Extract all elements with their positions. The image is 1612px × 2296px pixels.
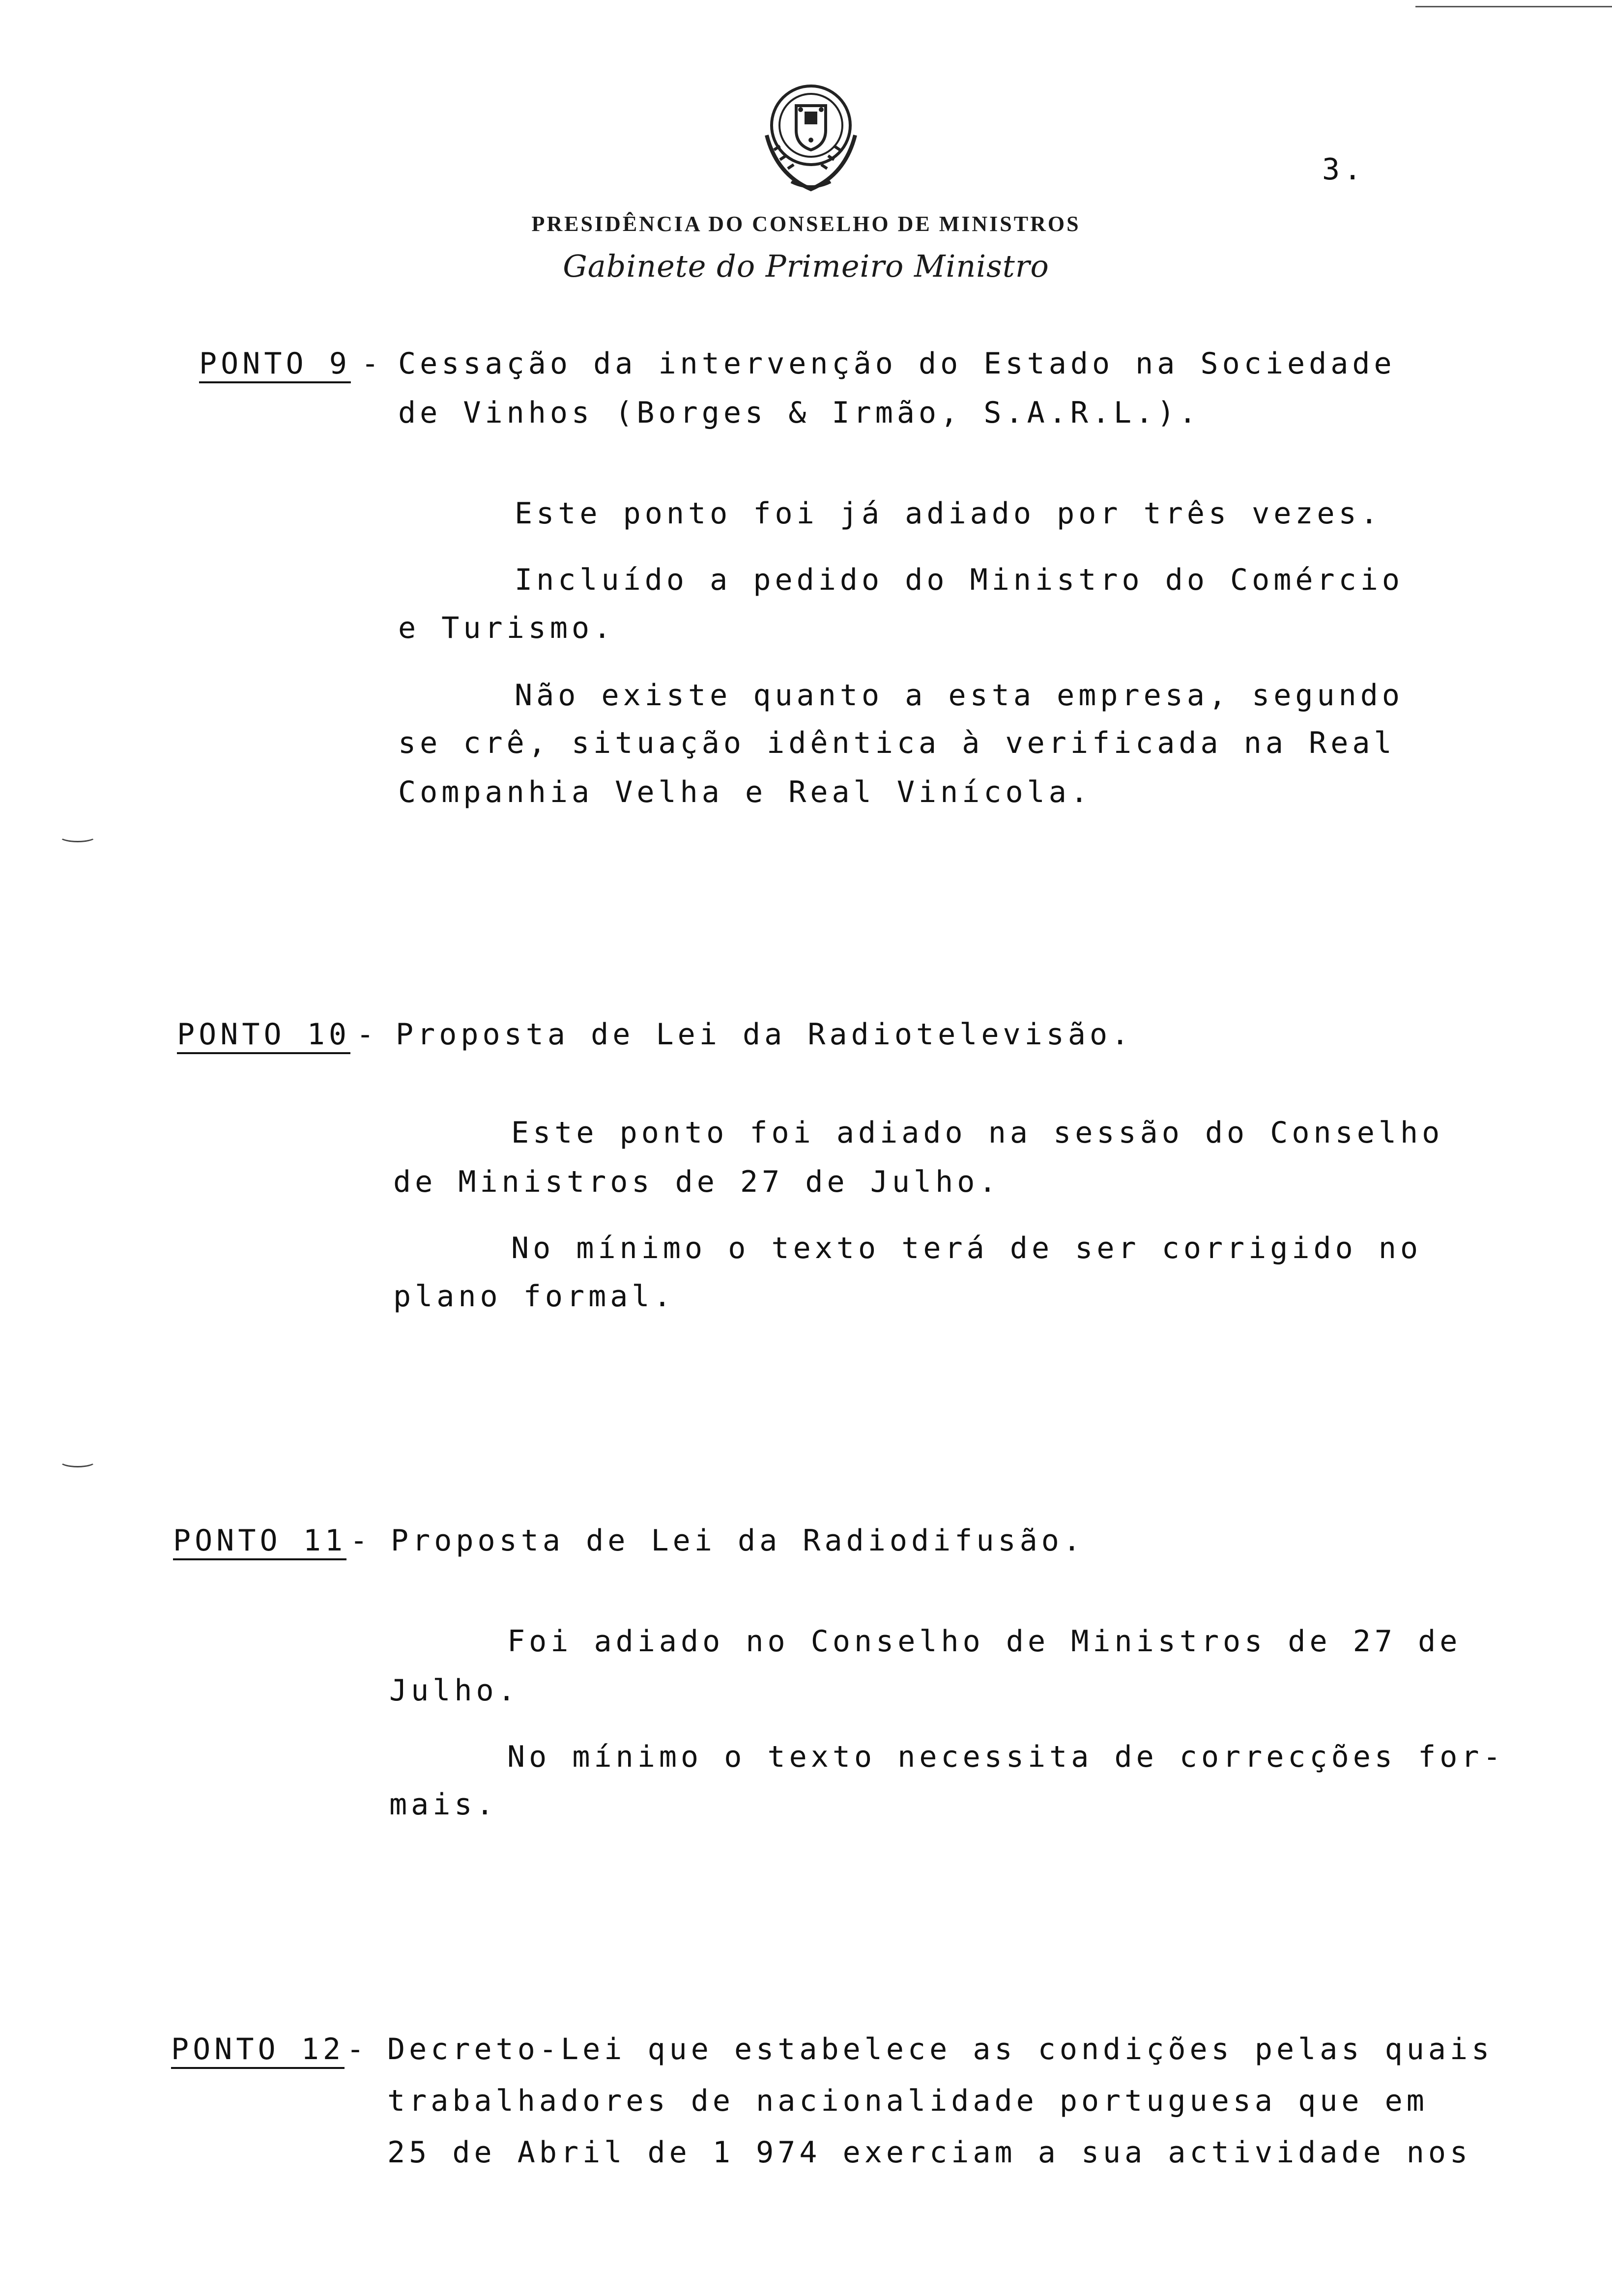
margin-mark	[59, 831, 96, 842]
item-title-line: Proposta de Lei da Radiotelevisão.	[396, 1017, 1133, 1052]
item-label-ponto-12: PONTO 12	[171, 2032, 345, 2066]
top-edge-line	[1415, 6, 1612, 7]
paragraph-line: e Turismo.	[398, 611, 615, 645]
item-separator: -	[356, 1017, 378, 1052]
item-title-line: de Vinhos (Borges & Irmão, S.A.R.L.).	[398, 396, 1201, 430]
paragraph-line: Incluído a pedido do Ministro do Comércio	[515, 563, 1404, 597]
item-title-line: 25 de Abril de 1 974 exerciam a sua actividade nos	[387, 2135, 1472, 2170]
paragraph-line: Este ponto foi adiado na sessão do Conselho	[511, 1116, 1444, 1150]
item-separator: -	[361, 346, 383, 381]
paragraph-line: Companhia Velha e Real Vinícola.	[398, 775, 1092, 809]
item-separator: -	[350, 1523, 372, 1558]
paragraph-line: Este ponto foi já adiado por três vezes.	[515, 496, 1382, 531]
item-label-ponto-10: PONTO 10	[177, 1017, 350, 1052]
paragraph-line: Julho.	[389, 1673, 519, 1708]
page-number: 3.	[1322, 152, 1366, 187]
paragraph-line: No mínimo o texto terá de ser corrigido no	[511, 1231, 1422, 1265]
item-title-line: trabalhadores de nacionalidade portuguesa que em	[387, 2084, 1428, 2118]
margin-mark	[59, 1455, 96, 1467]
item-title-line: Decreto-Lei que estabelece as condições pelas quais	[387, 2032, 1494, 2066]
paragraph-line: de Ministros de 27 de Julho.	[393, 1165, 1001, 1199]
item-label-ponto-9: PONTO 9	[199, 346, 351, 381]
item-title-line: Cessação da intervenção do Estado na Sociedade	[398, 346, 1396, 381]
item-title-line: Proposta de Lei da Radiodifusão.	[391, 1523, 1085, 1558]
paragraph-line: mais.	[389, 1787, 498, 1822]
paragraph-line: plano formal.	[393, 1279, 675, 1314]
paragraph-line: se crê, situação idêntica à verificada na Real	[398, 726, 1396, 760]
item-separator: -	[346, 2032, 369, 2066]
letterhead-office: Gabinete do Primeiro Ministro	[563, 248, 1049, 284]
item-label-ponto-11: PONTO 11	[173, 1523, 346, 1558]
letterhead-institution: PRESIDÊNCIA DO CONSELHO DE MINISTROS	[531, 212, 1081, 236]
paragraph-line: No mínimo o texto necessita de correcções for-	[507, 1740, 1505, 1774]
paragraph-line: Foi adiado no Conselho de Ministros de 27 de	[507, 1624, 1462, 1659]
paragraph-line: Não existe quanto a esta empresa, segundo	[515, 678, 1404, 713]
coat-of-arms-emblem	[749, 76, 872, 199]
